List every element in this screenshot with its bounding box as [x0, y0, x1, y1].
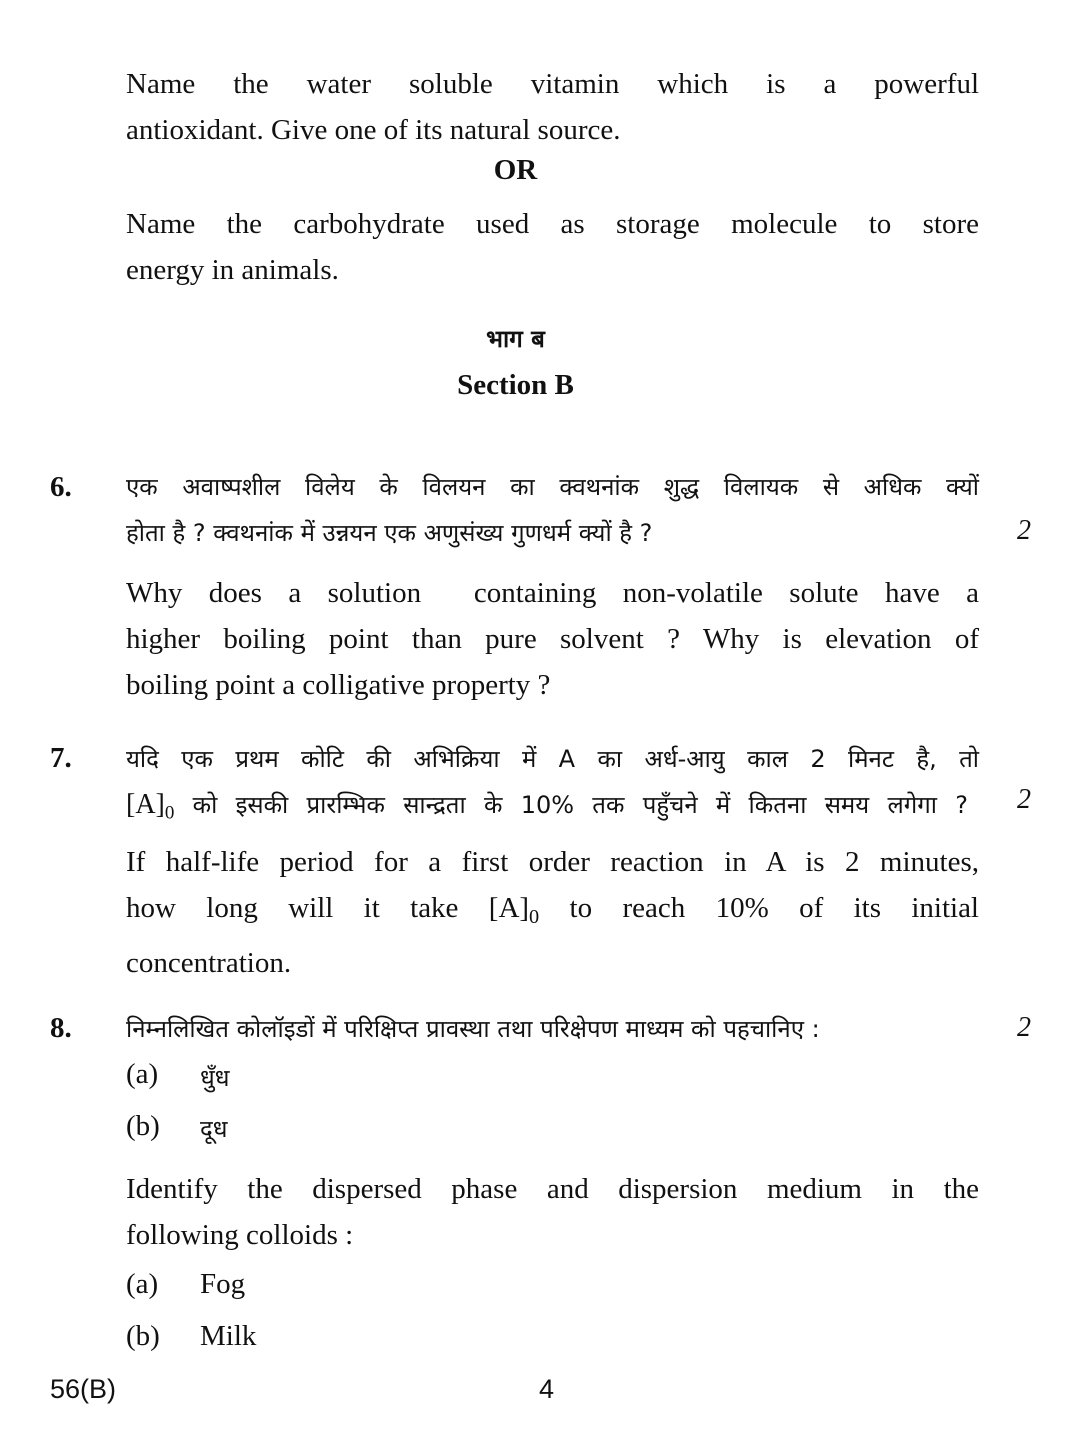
q8-hindi-line-1: निम्नलिखित कोलॉइडों में परिक्षिप्त प्रावस्था तथा परिक्षेपण माध्यम को पहचानिए : [126, 1015, 820, 1043]
q8-hindi-option-a [126, 1058, 158, 1091]
q7-hindi-line-1: यदि एक प्रथम कोटि की अभिक्रिया में A का अर्ध-आयु काल 2 मिनट है, तो [126, 745, 979, 773]
question-number: 6. [50, 471, 72, 503]
question-number: 8. [50, 1012, 72, 1044]
or-separator: OR [493, 154, 538, 186]
option-label: (b) [126, 1110, 160, 1142]
question-marks: 2 [1017, 1012, 1031, 1043]
question-7-english [126, 839, 979, 986]
q7-english-a0-symbol: how long will it take [A] [126, 892, 530, 924]
q5-alt-line-1: Name the carbohydrate used as storage molecule to store [126, 208, 979, 240]
q7-hindi-a0-subscript: 0 [164, 802, 175, 824]
q7-english-line-2-rest: to reach 10% of its initial [539, 892, 979, 924]
q6-hindi-line-1: एक अवाष्पशील विलेय के विलयन का क्वथनांक शुद्ध विलायक से अधिक क्यों [126, 473, 979, 501]
q8-english-option-a-text: Fog [200, 1268, 246, 1300]
q5-alt-line-2: energy in animals. [126, 254, 339, 286]
option-label: (a) [126, 1058, 159, 1090]
q7-hindi-line-2-rest: को इसकी प्रारम्भिक सान्द्रता के 10% तक पहुँचने में कितना समय लगेगा ? [174, 791, 968, 819]
q8-hindi-option-b [126, 1110, 160, 1143]
question-6-english [126, 570, 979, 708]
q5-line-2: antioxidant. Give one of its natural source. [126, 114, 621, 146]
question-5-text [126, 61, 979, 153]
question-5-alternative-text [126, 201, 979, 293]
option-label: (b) [126, 1320, 160, 1352]
q6-hindi-line-2: होता है ? क्वथनांक में उन्नयन एक अणुसंख्य गुणधर्म क्यों है ? [126, 519, 653, 547]
q7-english-line-3: concentration. [126, 947, 292, 980]
option-label: (a) [126, 1268, 159, 1300]
question-number: 7. [50, 742, 72, 774]
q7-english-a0-subscript: 0 [529, 906, 540, 929]
q8-english-line-2: following colloids : [126, 1219, 354, 1251]
q8-hindi-option-b-text: दूध [200, 1115, 228, 1143]
section-heading-hindi: भाग ब [486, 325, 545, 353]
q6-english-line-1: Why does a solution containing non-volatile solute have a [126, 577, 979, 609]
q7-hindi-line-2 [126, 782, 968, 837]
q8-english-option-b-text: Milk [200, 1320, 257, 1352]
q5-line-1: Name the water soluble vitamin which is a powerful [126, 68, 979, 100]
question-7-hindi [126, 736, 979, 837]
page-number: 4 [539, 1374, 555, 1404]
q7-hindi-a0-symbol: [A] [126, 789, 165, 820]
paper-code: 56(B) [50, 1374, 117, 1404]
question-marks: 2 [1017, 784, 1031, 815]
q7-english-line-1: If half-life period for a first order reaction in A is 2 minutes, [126, 846, 979, 878]
question-8-hindi [126, 1006, 979, 1052]
q6-english-line-3: boiling point a colligative property ? [126, 669, 551, 701]
section-heading-english: Section B [457, 369, 574, 401]
question-6-hindi [126, 464, 979, 556]
q7-english-line-2 [126, 885, 979, 940]
question-8-english [126, 1166, 979, 1258]
question-marks: 2 [1017, 515, 1031, 546]
q6-english-line-2: higher boiling point than pure solvent ? Why is elevation of [126, 623, 979, 655]
q8-hindi-option-a-text: धुँध [200, 1064, 230, 1092]
q8-english-line-1: Identify the dispersed phase and dispersion medium in the [126, 1173, 979, 1205]
